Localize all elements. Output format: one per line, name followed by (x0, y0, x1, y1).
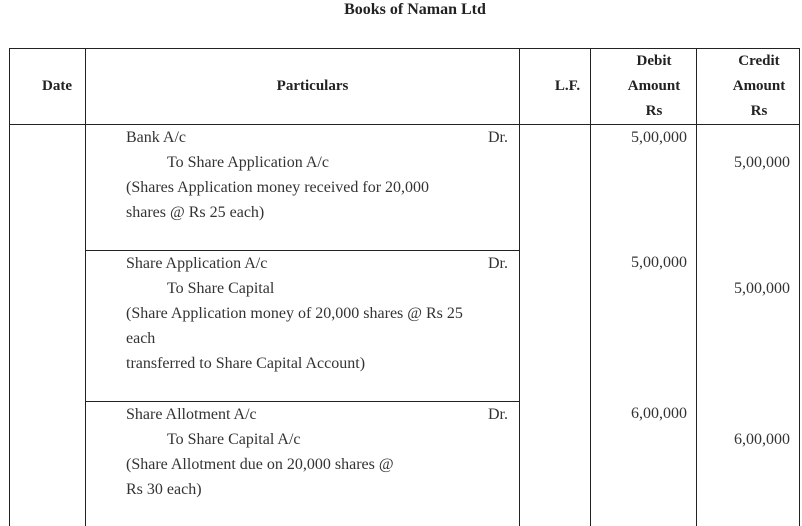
dr-label: Dr. (488, 406, 508, 423)
header-date: Date (42, 78, 72, 94)
dr-label: Dr. (488, 129, 508, 146)
narration-line: Rs 30 each) (126, 481, 202, 498)
credit-account: To Share Capital (167, 280, 275, 297)
header-credit-line-3: Rs (750, 103, 768, 119)
dr-label: Dr. (488, 255, 508, 272)
header-debit-line-3: Rs (645, 103, 663, 119)
credit-account: To Share Application A/c (167, 154, 329, 171)
document-title: Books of Naman Ltd (344, 1, 486, 18)
credit-amount: 5,00,000 (734, 154, 790, 171)
narration-line: shares @ Rs 25 each) (126, 204, 265, 221)
date-column-divider (85, 48, 86, 526)
debit-account: Share Application A/c (126, 255, 268, 272)
debit-amount: 5,00,000 (631, 129, 687, 146)
narration-line: (Share Allotment due on 20,000 shares @ (126, 456, 394, 473)
narration-line: (Shares Application money received for 20,000 (126, 179, 430, 196)
credit-amount: 6,00,000 (734, 431, 790, 448)
header-debit-line-2: Amount (627, 78, 681, 94)
debit-account: Share Allotment A/c (126, 406, 257, 423)
narration-line: transferred to Share Capital Account) (126, 355, 366, 372)
debit-amount: 6,00,000 (631, 405, 687, 422)
particulars-column-divider (519, 48, 520, 526)
header-lf: L.F. (554, 78, 581, 94)
header-credit-line-2: Amount (732, 78, 786, 94)
header-credit-line-1: Credit (738, 53, 780, 69)
table-left-border (9, 48, 10, 526)
credit-account: To Share Capital A/c (167, 431, 301, 448)
debit-amount: 5,00,000 (631, 254, 687, 271)
header-particulars: Particulars (276, 78, 349, 94)
header-credit-amount (696, 49, 802, 124)
header-debit-line-1: Debit (636, 53, 672, 69)
narration-line: (Share Application money of 20,000 shares @ Rs 25 (126, 305, 463, 322)
narration-line: each (126, 330, 156, 347)
credit-amount: 5,00,000 (734, 280, 790, 297)
debit-account: Bank A/c (126, 129, 186, 146)
